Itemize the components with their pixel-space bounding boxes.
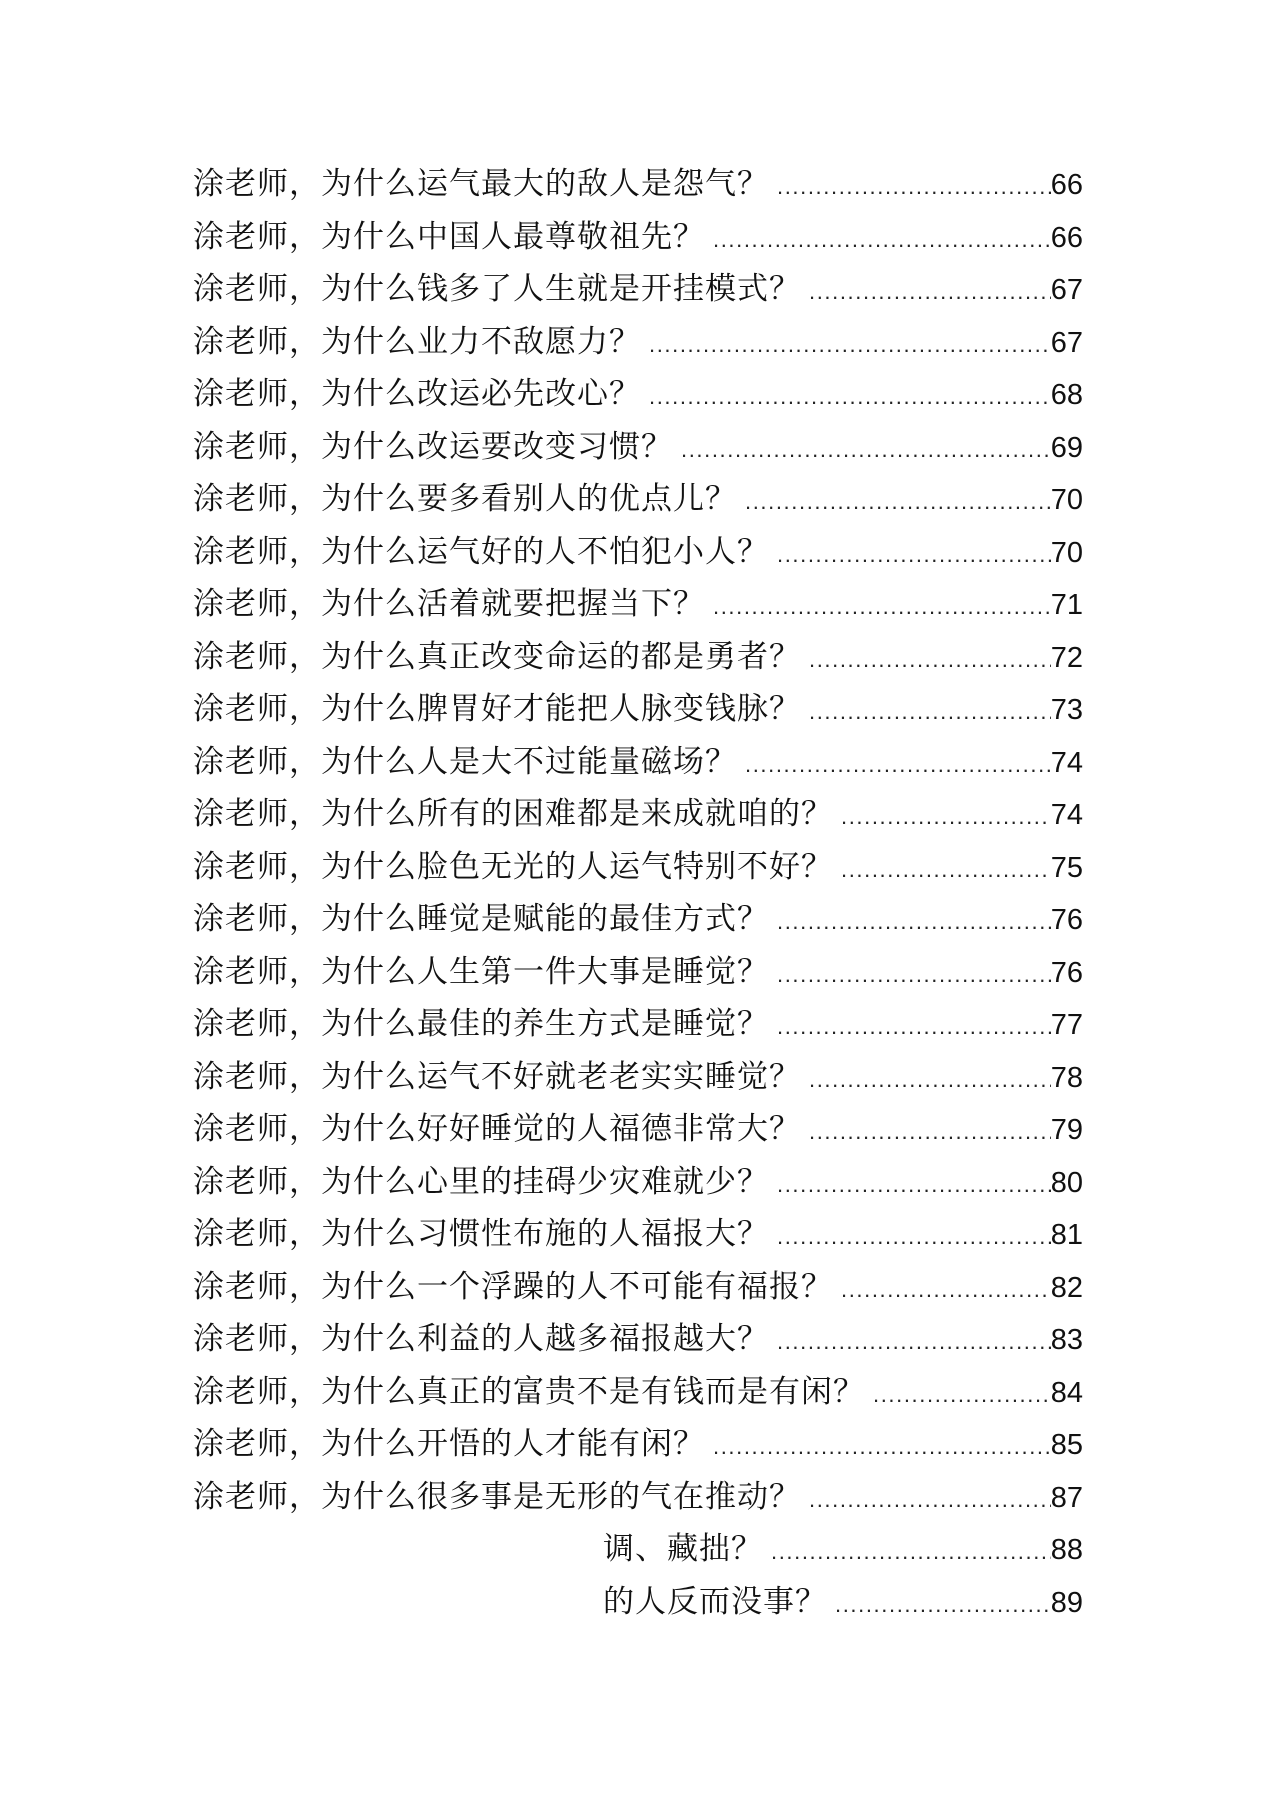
toc-entry-title: 调、藏拙？ — [603, 1531, 763, 1567]
toc-page-number: 67 — [1050, 326, 1083, 359]
toc-entry — [193, 1418, 1083, 1471]
toc-entry-title: 涂老师，为什么脸色无光的人运气特别不好？ — [193, 848, 833, 885]
toc-page-number: 69 — [1050, 431, 1083, 464]
toc-dot-leader — [641, 371, 1051, 424]
toc-entry-title: 涂老师，为什么最佳的养生方式是睡觉？ — [193, 1006, 769, 1042]
toc-entry-title: 涂老师，为什么一个浮躁的人不可能有福报？ — [193, 1268, 833, 1305]
toc-entry-title: 涂老师，为什么活着就要把握当下？ — [193, 586, 705, 622]
toc-entry — [193, 1471, 1083, 1524]
toc-entry-title: 涂老师，为什么业力不敌愿力？ — [193, 323, 641, 360]
toc-page-number: 82 — [1050, 1271, 1083, 1304]
toc-entry — [193, 316, 1083, 369]
toc-page-number: 89 — [1050, 1586, 1083, 1619]
toc-page-number: 71 — [1050, 589, 1083, 621]
toc-entry — [193, 1156, 1083, 1209]
toc-page-number: 85 — [1050, 1429, 1083, 1461]
toc-entry-title: 涂老师，为什么利益的人越多福报越大？ — [193, 1321, 769, 1357]
toc-page-number: 72 — [1050, 641, 1083, 674]
toc-entry-continuation — [193, 1523, 1083, 1576]
toc-page-number: 76 — [1050, 956, 1083, 989]
toc-entry — [193, 998, 1083, 1051]
toc-entry-title: 涂老师，为什么心里的挂碍少灾难就少？ — [193, 1163, 769, 1200]
toc-entry — [193, 578, 1083, 631]
toc-dot-leader — [769, 949, 1051, 1002]
toc-entry-title: 涂老师，为什么人生第一件大事是睡觉？ — [193, 953, 769, 990]
toc-entry-title: 涂老师，为什么钱多了人生就是开挂模式？ — [193, 271, 801, 307]
toc-dot-leader — [801, 1054, 1051, 1107]
toc-dot-leader — [801, 1106, 1051, 1159]
toc-page-number: 88 — [1050, 1534, 1083, 1566]
toc-entry-title: 涂老师，为什么运气最大的敌人是怨气？ — [193, 166, 769, 202]
toc-page-number: 67 — [1050, 274, 1083, 306]
toc-entry-continuation — [193, 1576, 1083, 1629]
toc-page-number: 70 — [1050, 536, 1083, 569]
toc-entry — [193, 1366, 1083, 1419]
toc-entry — [193, 1313, 1083, 1366]
toc-page-number: 75 — [1050, 851, 1083, 884]
toc-page-number: 84 — [1050, 1376, 1083, 1409]
toc-dot-leader — [769, 1001, 1051, 1054]
toc-page-number: 78 — [1050, 1061, 1083, 1094]
toc-dot-leader — [827, 1579, 1051, 1632]
toc-entry-title: 涂老师，为什么中国人最尊敬祖先？ — [193, 218, 705, 255]
toc-entry-title: 涂老师，为什么真正的富贵不是有钱而是有闲？ — [193, 1373, 865, 1410]
toc-dot-leader — [763, 1526, 1051, 1579]
toc-entry-title: 涂老师，为什么改运必先改心？ — [193, 376, 641, 412]
toc-page-number: 70 — [1050, 484, 1083, 516]
toc-page-number: 68 — [1050, 379, 1083, 411]
toc-entry — [193, 788, 1083, 841]
toc-entry — [193, 841, 1083, 894]
toc-entry-title: 涂老师，为什么脾胃好才能把人脉变钱脉？ — [193, 691, 801, 727]
toc-dot-leader — [737, 476, 1051, 529]
toc-page-number: 77 — [1050, 1009, 1083, 1041]
toc-page-number: 80 — [1050, 1166, 1083, 1199]
toc-entry-title: 涂老师，为什么要多看别人的优点儿？ — [193, 481, 737, 517]
toc-dot-leader — [641, 319, 1051, 372]
toc-entry — [193, 421, 1083, 474]
toc-page-number: 74 — [1050, 799, 1083, 831]
toc-dot-leader — [865, 1369, 1051, 1422]
toc-entry-title: 涂老师，为什么好好睡觉的人福德非常大？ — [193, 1111, 801, 1147]
toc-entry-title: 涂老师，为什么运气好的人不怕犯小人？ — [193, 533, 769, 570]
toc-entry-title: 涂老师，为什么很多事是无形的气在推动？ — [193, 1478, 801, 1515]
toc-page-number: 87 — [1050, 1481, 1083, 1514]
toc-entry — [193, 1103, 1083, 1156]
toc-page-number: 74 — [1050, 746, 1083, 779]
toc-page-number: 73 — [1050, 694, 1083, 726]
toc-entry — [193, 946, 1083, 999]
toc-entry — [193, 736, 1083, 789]
toc-entry-title: 涂老师，为什么睡觉是赋能的最佳方式？ — [193, 901, 769, 937]
toc-dot-leader — [673, 424, 1051, 477]
toc-dot-leader — [769, 1159, 1051, 1212]
toc-entry-title: 涂老师，为什么真正改变命运的都是勇者？ — [193, 638, 801, 675]
toc-dot-leader — [801, 266, 1051, 319]
toc-dot-leader — [833, 844, 1051, 897]
toc-entry — [193, 631, 1083, 684]
toc-entry — [193, 211, 1083, 264]
toc-page-number: 83 — [1050, 1324, 1083, 1356]
table-of-contents — [193, 158, 1083, 1628]
toc-entry — [193, 1261, 1083, 1314]
toc-dot-leader — [801, 1474, 1051, 1527]
toc-dot-leader — [769, 896, 1051, 949]
toc-dot-leader — [769, 529, 1051, 582]
toc-entry-title: 的人反而没事？ — [603, 1583, 827, 1620]
toc-page-number: 66 — [1050, 221, 1083, 254]
toc-page-number: 76 — [1050, 904, 1083, 936]
toc-dot-leader — [769, 1211, 1051, 1264]
toc-dot-leader — [705, 581, 1051, 634]
toc-entry-title: 涂老师，为什么习惯性布施的人福报大？ — [193, 1216, 769, 1252]
toc-entry — [193, 473, 1083, 526]
toc-dot-leader — [833, 791, 1051, 844]
toc-dot-leader — [737, 739, 1051, 792]
toc-page-number: 66 — [1050, 169, 1083, 201]
toc-entry — [193, 683, 1083, 736]
toc-entry-title: 涂老师，为什么运气不好就老老实实睡觉？ — [193, 1058, 801, 1095]
toc-dot-leader — [705, 1421, 1051, 1474]
toc-page-number: 79 — [1050, 1114, 1083, 1146]
toc-entry — [193, 158, 1083, 211]
toc-dot-leader — [801, 686, 1051, 739]
toc-entry — [193, 893, 1083, 946]
toc-entry — [193, 526, 1083, 579]
toc-entry — [193, 263, 1083, 316]
toc-entry — [193, 368, 1083, 421]
toc-entry-title: 涂老师，为什么开悟的人才能有闲？ — [193, 1426, 705, 1462]
toc-entry — [193, 1051, 1083, 1104]
toc-dot-leader — [769, 161, 1051, 214]
toc-dot-leader — [769, 1316, 1051, 1369]
toc-entry-title: 涂老师，为什么所有的困难都是来成就咱的？ — [193, 796, 833, 832]
toc-dot-leader — [705, 214, 1051, 267]
toc-page-number: 81 — [1050, 1219, 1083, 1251]
toc-dot-leader — [801, 634, 1051, 687]
toc-entry-title: 涂老师，为什么改运要改变习惯？ — [193, 428, 673, 465]
toc-entry-title: 涂老师，为什么人是大不过能量磁场？ — [193, 743, 737, 780]
toc-dot-leader — [833, 1264, 1051, 1317]
toc-entry — [193, 1208, 1083, 1261]
